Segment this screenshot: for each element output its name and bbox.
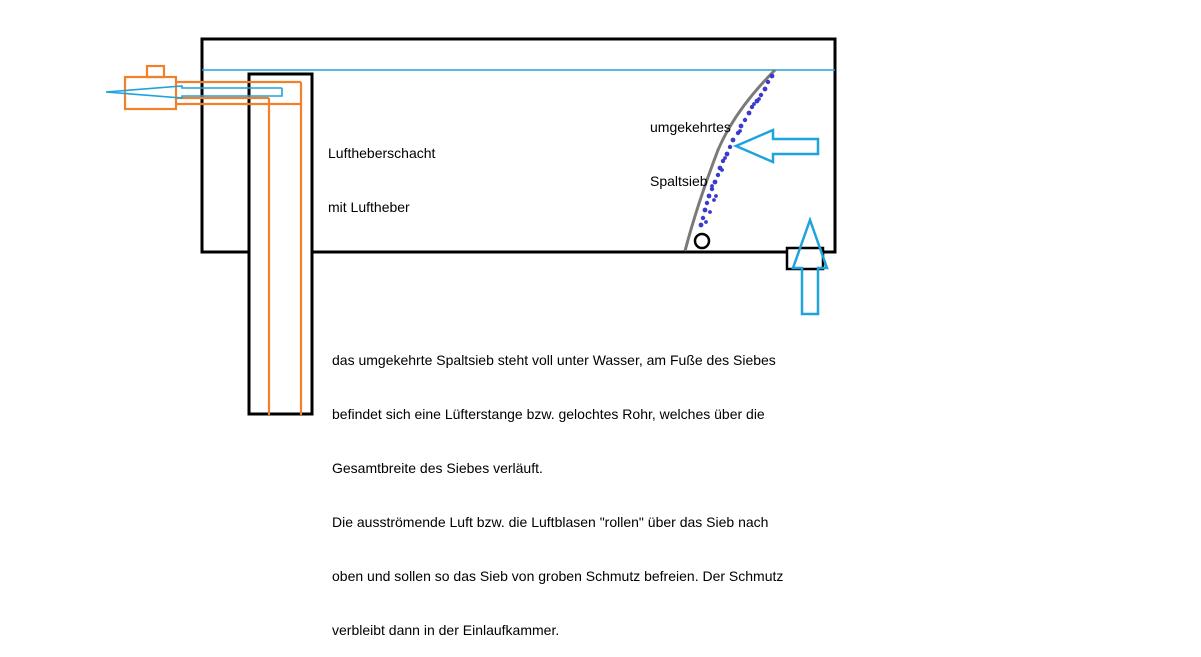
airlift-shaft-label-line1: Luftheberschacht (328, 145, 436, 161)
airlift-shaft-label-line2: mit Luftheber (328, 199, 410, 215)
description-line: Gesamtbreite des Siebes verläuft. (332, 460, 543, 476)
flow-arrow (736, 130, 818, 162)
description-line: befindet sich eine Lüfterstange bzw. gelochtes Rohr, welches über die (332, 406, 765, 422)
description-line: verbleibt dann in der Einlaufkammer. (332, 622, 560, 638)
airlift-shaft (249, 74, 312, 414)
description-line: das umgekehrte Spaltsieb steht voll unter Wasser, am Fuße des Siebes (332, 352, 776, 368)
airlift-shaft-label (328, 108, 435, 234)
inverted-screen-label-line1: umgekehrtes (650, 119, 731, 135)
description-line: Die ausströmende Luft bzw. die Luftblasen "rollen" über das Sieb nach (332, 514, 769, 530)
inverted-screen-label-line2: Spaltsieb (650, 173, 708, 189)
inverted-screen-label (650, 82, 731, 208)
description-line: oben und sollen so das Sieb von groben Schmutz befreien. Der Schmutz (332, 568, 784, 584)
description-text (332, 315, 783, 657)
aerator-pipe (695, 234, 709, 248)
inlet-box (787, 248, 823, 269)
